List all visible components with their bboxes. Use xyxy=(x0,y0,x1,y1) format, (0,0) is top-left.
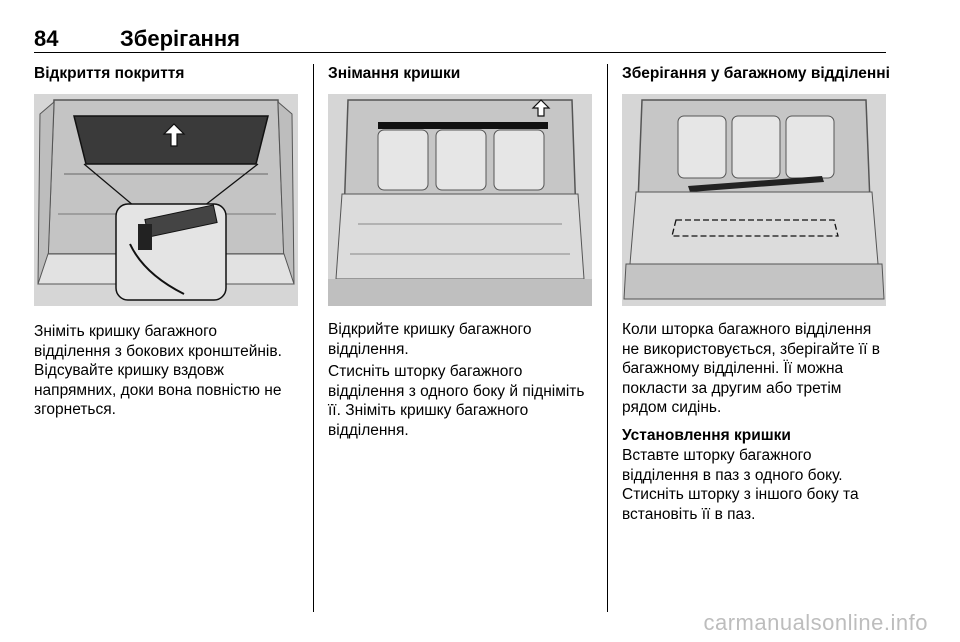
column-remove-cover xyxy=(328,64,590,439)
chapter-title: Зберігання xyxy=(120,26,240,51)
column-divider xyxy=(607,64,608,612)
paragraph: Відкрийте кришку багажного відділення. xyxy=(328,321,532,358)
column-open-cover xyxy=(34,64,296,418)
section-title: Зберігання у багажному відділенні xyxy=(622,65,890,82)
illustration-store-cover xyxy=(622,94,886,306)
section-title: Відкриття покриття xyxy=(34,65,185,82)
page-number: 84 xyxy=(34,26,59,51)
subsection-title: Установлення кришки xyxy=(622,427,791,444)
paragraph: Зніміть кришку багажного відділення з бокових кронштейнів. Відсувайте кришку вздовж напрямних, доки вона повністю не згорнеться. xyxy=(34,323,282,418)
illustration-remove-cover xyxy=(328,94,592,306)
watermark: carmanualsonline.info xyxy=(703,610,928,635)
cargo-cover-rolling-illustration xyxy=(34,94,298,306)
section-title: Знімання кришки xyxy=(328,65,461,82)
cargo-cover-storage-illustration xyxy=(622,94,886,306)
column-store-cover xyxy=(622,64,890,523)
paragraph: Стисніть шторку багажного відділення з одного боку й підніміть її. Зніміть кришку багажного відділення. xyxy=(328,363,585,439)
illustration-open-cover xyxy=(34,94,298,306)
cargo-cover-removal-illustration xyxy=(328,94,592,306)
paragraph: Коли шторка багажного відділення не використовується, зберігайте її в багажному відділенні. Її можна покласти за другим або третім рядом сидінь. xyxy=(622,321,880,416)
paragraph: Вставте шторку багажного відділення в паз з одного боку. Стисніть шторку з іншого боку та встановіть її в паз. xyxy=(622,447,859,523)
page-header xyxy=(34,26,886,53)
column-divider xyxy=(313,64,314,612)
